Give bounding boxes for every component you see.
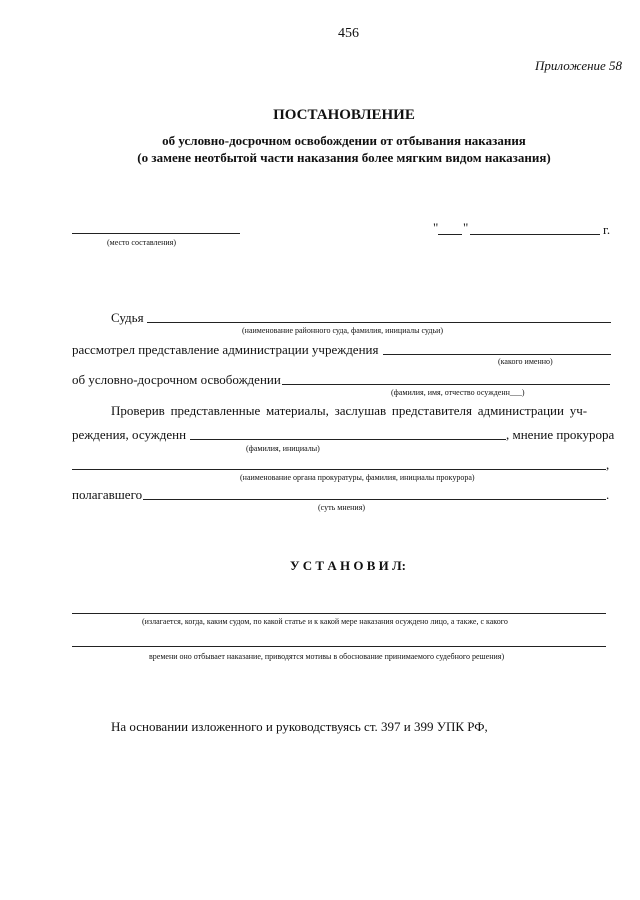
date-month-year-line[interactable] bbox=[470, 234, 600, 235]
checked-line-2-end: , мнение прокурора bbox=[506, 427, 615, 442]
release-caption: (фамилия, имя, отчество осужденн___) bbox=[391, 388, 525, 397]
considering-period: . bbox=[606, 487, 610, 502]
prosecutor-field-line[interactable] bbox=[72, 469, 606, 470]
release-field-line[interactable] bbox=[282, 384, 610, 385]
date-year-suffix: г. bbox=[603, 222, 611, 237]
reviewed-label: рассмотрел представление администрации учреждения bbox=[72, 342, 379, 357]
prosecutor-comma: , bbox=[606, 457, 610, 472]
judge-field-line[interactable] bbox=[147, 322, 611, 323]
reviewed-field-line[interactable] bbox=[383, 354, 611, 355]
prosecutor-caption: (наименование органа прокуратуры, фамилия, инициалы прокурора) bbox=[240, 473, 475, 482]
date-quote-close: " bbox=[463, 220, 469, 235]
checked-line-2-start: реждения, осужденн bbox=[72, 427, 187, 442]
established-field-line-2[interactable] bbox=[72, 646, 606, 647]
opinion-field-line[interactable] bbox=[143, 499, 606, 500]
place-caption: (место составления) bbox=[107, 238, 176, 247]
release-label: об условно-досрочном освобождении bbox=[72, 372, 281, 387]
established-heading: У С Т А Н О В И Л: bbox=[290, 558, 407, 573]
appendix-label: Приложение 58 bbox=[535, 58, 623, 73]
date-day-line[interactable] bbox=[438, 234, 462, 235]
document-subtitle-2: (о замене неотбытой части наказания более мягким видом наказания) bbox=[137, 150, 551, 165]
page-number: 456 bbox=[338, 26, 359, 41]
convict-field-line[interactable] bbox=[190, 439, 506, 440]
considering-label: полагавшего bbox=[72, 487, 143, 502]
checked-line-1: Проверив представленные материалы, заслушав представителя администрации уч- bbox=[111, 403, 588, 418]
basis-text: На основании изложенного и руководствуясь ст. 397 и 399 УПК РФ, bbox=[111, 719, 488, 734]
established-caption-2: времени оно отбывает наказание, приводятся мотивы в обоснование принимаемого судебного решения) bbox=[149, 652, 505, 661]
judge-caption: (наименование районного суда, фамилия, инициалы судьи) bbox=[242, 326, 444, 335]
opinion-caption: (суть мнения) bbox=[318, 503, 366, 512]
established-field-line-1[interactable] bbox=[72, 613, 606, 614]
convict-caption: (фамилия, инициалы) bbox=[246, 444, 320, 453]
place-field-line[interactable] bbox=[72, 233, 240, 234]
established-caption-1: (излагается, когда, каким судом, по какой статье и к какой мере наказания осуждено лицо, а также, с какого bbox=[142, 617, 508, 626]
reviewed-caption: (какого именно) bbox=[498, 357, 553, 366]
judge-label: Судья bbox=[111, 310, 144, 325]
document-subtitle-1: об условно-досрочном освобождении от отбывания наказания bbox=[162, 133, 526, 148]
document-title: ПОСТАНОВЛЕНИЕ bbox=[273, 107, 415, 123]
date-quote-open: " bbox=[433, 220, 439, 235]
